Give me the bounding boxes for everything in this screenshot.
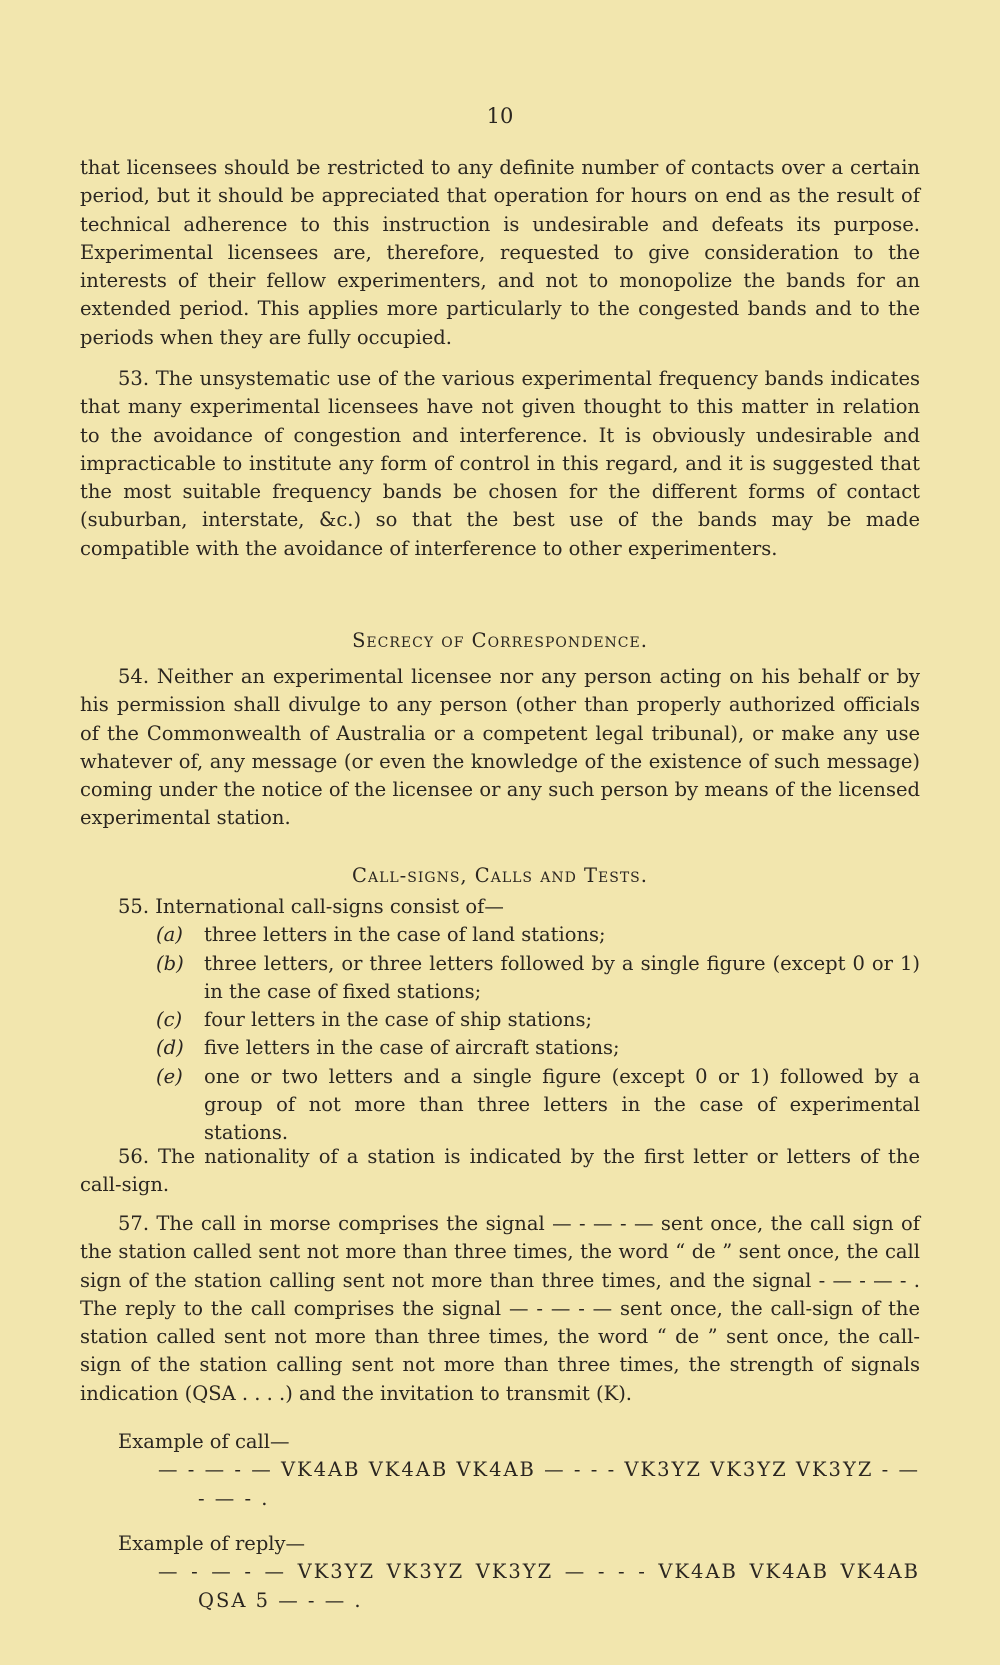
paragraph-57-block xyxy=(80,1210,920,1408)
paragraph-continuation xyxy=(80,154,920,352)
list-item-e xyxy=(156,1063,920,1148)
example-reply-block xyxy=(80,1530,920,1615)
list-label: (a) xyxy=(156,923,183,947)
paragraph-53: 53. The unsystematic use of the various experimental frequency bands indicates that many experimental licensees have not given thought to this matter in relation to the avoidance of congestion and interference. It is obviously undesirable and impracticable to institute any form of control in this regard, and it is suggested that the most suitable frequency bands be chosen for the different forms of contact (suburban, interstate, &c.) so that the best use of the bands may be made compatible with the avoidance of interference to other experimenters. xyxy=(80,367,920,560)
example-call-text: — - — - — VK4AB VK4AB VK4AB — - - - VK3YZ VK3YZ VK3YZ - — - — - . xyxy=(158,1458,920,1510)
example-call-label: Example of call— xyxy=(118,1430,290,1453)
list-item-d xyxy=(156,1034,920,1062)
paragraph-53-block xyxy=(80,365,920,563)
section-heading-callsigns-block xyxy=(80,862,920,890)
paragraph-55-intro: 55. International call-signs consist of— xyxy=(118,895,504,918)
list-text: three letters, or three letters followed by a single figure (except 0 or 1) in the case of fixed stations; xyxy=(204,951,920,1003)
section-heading-callsigns: Call-signs, Calls and Tests. xyxy=(352,864,648,887)
example-reply-text: — - — - — VK3YZ VK3YZ VK3YZ — - - - VK4AB VK4AB VK4AB QSA 5 — - — . xyxy=(158,1560,920,1612)
list-item-c xyxy=(156,1006,920,1034)
paragraph-52-continued: that licensees should be restricted to any definite number of contacts over a certain period, but it should be appreciated that operation for hours on end as the result of technical adherence to this instruction is undesirable and defeats its purpose. Experimental licensees are, therefore, requested to give consideration to the interests of their fellow experimenters, and not to monopolize the bands for an extended period. This applies more particularly to the congested bands and to the periods when they are fully occupied. xyxy=(80,156,920,349)
list-text: four letters in the case of ship stations; xyxy=(204,1008,593,1032)
list-text: three letters in the case of land stations; xyxy=(204,923,606,947)
list-label: (c) xyxy=(156,1008,183,1032)
paragraph-57: 57. The call in morse comprises the signal — - — - — sent once, the call sign of the station called sent not more than three times, the word “ de ” sent once, the call sign of the station calling sent not more than three times, and the signal - — - — - . The reply to the call comprises the signal — - — - — sent once, the call-sign of the station called sent not more than three times, the word “ de ” sent once, the call-sign of the station calling sent not more than three times, the strength of signals indication (QSA . . . .) and the invitation to transmit (K). xyxy=(80,1212,920,1405)
paragraph-54-block xyxy=(80,663,920,833)
list-text: one or two letters and a single figure (except 0 or 1) followed by a group of not more than three letters in the case of experimental stations. xyxy=(204,1064,920,1145)
example-reply-label: Example of reply— xyxy=(118,1532,306,1555)
section-heading-secrecy-block xyxy=(80,627,920,655)
paragraph-56-block xyxy=(80,1143,920,1200)
section-heading-secrecy: Secrecy of Correspondence. xyxy=(352,629,648,652)
list-item-a xyxy=(156,921,920,949)
list-label: (b) xyxy=(156,951,184,975)
paragraph-55-block xyxy=(80,893,920,1147)
paragraph-56: 56. The nationality of a station is indicated by the first letter or letters of the call-sign. xyxy=(80,1145,920,1197)
list-text: five letters in the case of aircraft stations; xyxy=(204,1036,620,1060)
example-call-block xyxy=(80,1428,920,1513)
list-label: (d) xyxy=(156,1036,184,1060)
list-item-b xyxy=(156,950,920,1007)
paragraph-54: 54. Neither an experimental licensee nor any person acting on his behalf or by his permission shall divulge to any person (other than properly authorized officials of the Commonwealth of Australia or a competent legal tribunal), or make any use whatever of, any message (or even the knowledge of the existence of such message) coming under the notice of the licensee or any such person by means of the licensed experimental station. xyxy=(80,665,920,830)
list-label: (e) xyxy=(156,1064,183,1088)
page-number: 10 xyxy=(486,104,514,128)
